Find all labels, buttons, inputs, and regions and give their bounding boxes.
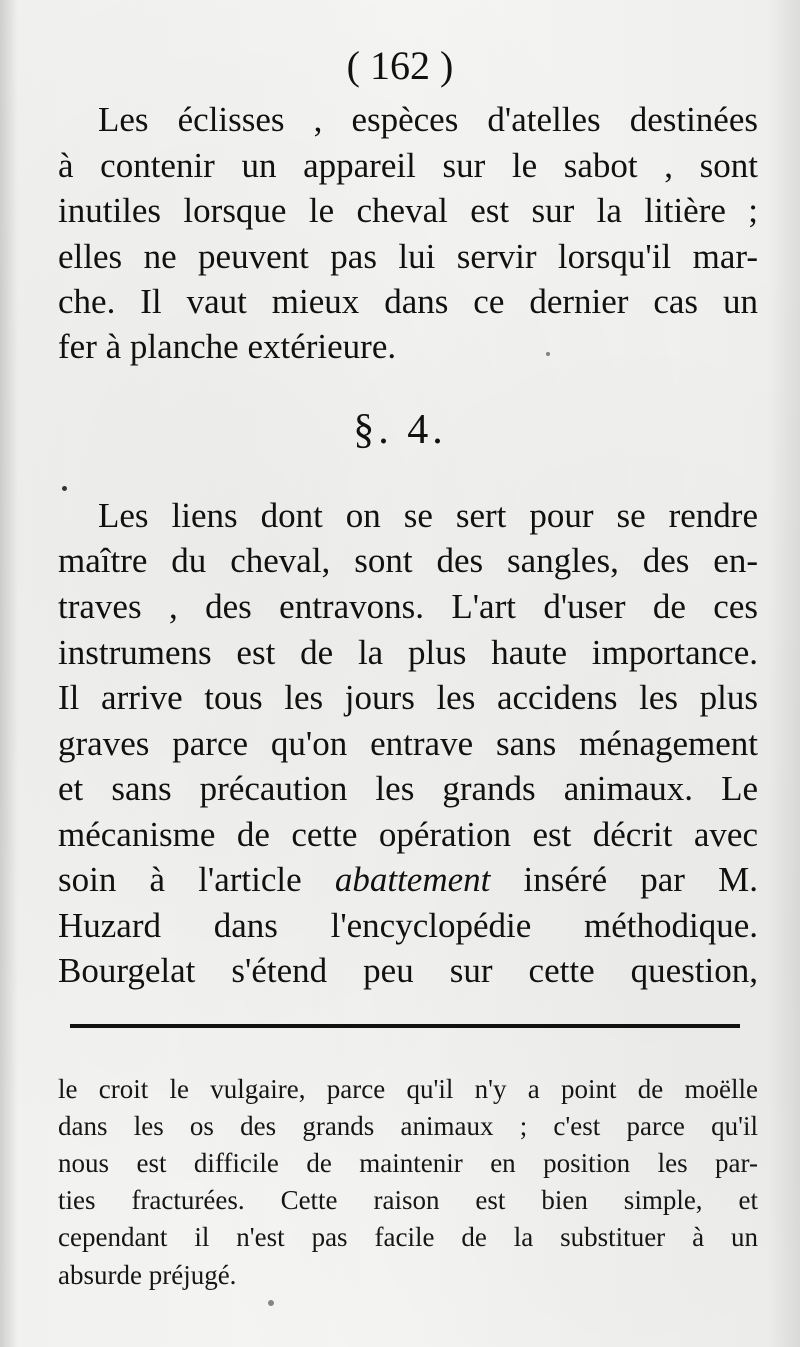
text-line: Il arrive tous les jours les accidens les plus (58, 678, 758, 717)
page-number: ( 162 ) (346, 43, 454, 88)
text-line: Les éclisses , espèces d'atelles destinées (98, 100, 758, 139)
ink-speck (268, 1300, 274, 1306)
text-line: elles ne peuvent pas lui servir lorsqu'il mar- (58, 237, 758, 276)
text-fragment: soin à l'article (58, 860, 335, 899)
text-line: à contenir un appareil sur le sabot , sont (58, 146, 758, 185)
text-line: instrumens est de la plus haute importance. (58, 633, 758, 672)
text-line: Huzard dans l'encyclopédie méthodique. (58, 906, 758, 945)
text-line: Les liens dont on se sert pour se rendre (98, 496, 758, 535)
footnote-line: ties fracturées. Cette raison est bien simple, et (58, 1185, 758, 1215)
footnote-separator-rule (70, 1024, 740, 1028)
section-heading: §. 4. (353, 407, 447, 453)
italic-term: abattement (334, 860, 491, 899)
ink-mark (62, 486, 67, 491)
text-line: Bourgelat s'étend peu sur cette question, (58, 951, 758, 990)
text-line: traves , des entravons. L'art d'user de ces (58, 587, 758, 626)
footnote-line: nous est difficile de maintenir en position les par- (58, 1148, 758, 1178)
text-line: et sans précaution les grands animaux. Le (58, 769, 758, 808)
text-line (58, 857, 758, 903)
footnote-line: dans les os des grands animaux ; c'est parce qu'il (58, 1111, 758, 1141)
footnote-line: absurde préjugé. (58, 1260, 237, 1290)
text-line: graves parce qu'on entrave sans ménagement (58, 724, 758, 763)
footnote-line: cependant il n'est pas facile de la substituer à un (58, 1222, 758, 1252)
text-line: fer à planche extérieure. (58, 327, 397, 366)
text-line: inutiles lorsque le cheval est sur la litière ; (58, 191, 758, 230)
text-fragment: inséré par M. (490, 860, 758, 899)
footnote-line: le croit le vulgaire, parce qu'il n'y a point de moëlle (58, 1074, 758, 1104)
ink-speck (546, 352, 550, 356)
text-line: che. Il vaut mieux dans ce dernier cas un (58, 282, 758, 321)
text-line: mécanisme de cette opération est décrit avec (58, 815, 758, 854)
text-line: maître du cheval, sont des sangles, des en- (58, 541, 758, 580)
